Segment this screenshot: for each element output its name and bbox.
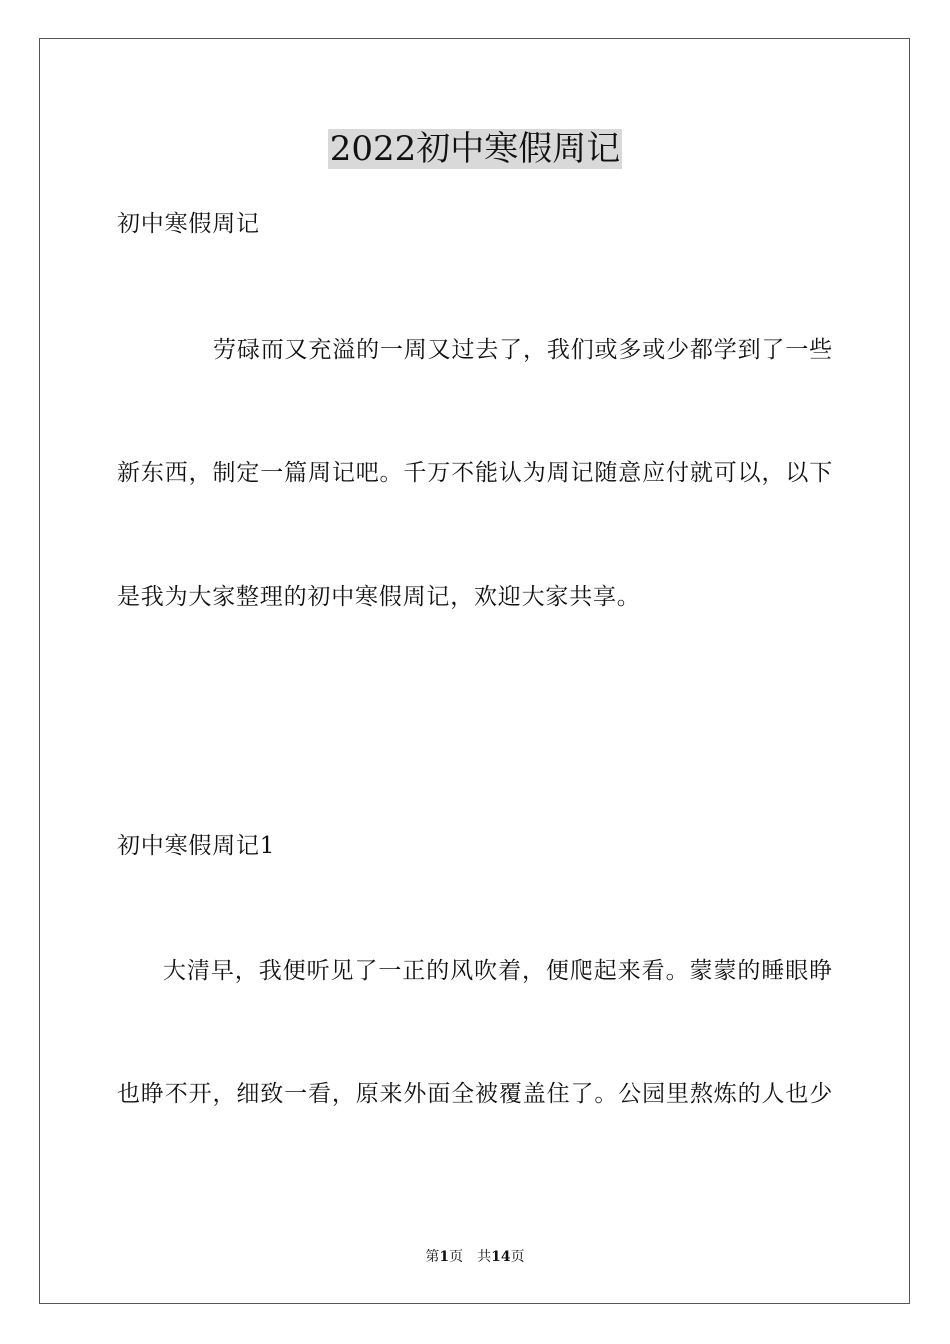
footer-mid: 页 共: [449, 1249, 492, 1265]
footer-suffix: 页: [510, 1249, 525, 1265]
document-title: [0, 127, 950, 171]
footer-total-pages: 14: [491, 1249, 511, 1265]
section-heading: 初中寒假周记1: [117, 833, 276, 859]
footer-prefix: 第: [425, 1249, 440, 1265]
footer-current-page: 1: [439, 1249, 450, 1265]
page-footer: [0, 1247, 950, 1267]
document-subtitle: 初中寒假周记: [117, 211, 260, 237]
section-line-2: 也睁不开，细致一看，原来外面全被覆盖住了。公园里熬炼的人也少: [117, 1081, 833, 1107]
document-title-text: 2022初中寒假周记: [329, 129, 621, 169]
section-line-1: 大清早，我便听见了一正的风吹着，便爬起来看。蒙蒙的睡眼睁: [163, 958, 833, 984]
intro-line-3: 是我为大家整理的初中寒假周记，欢迎大家共享。: [117, 584, 641, 610]
intro-line-2: 新东西，制定一篇周记吧。千万不能认为周记随意应付就可以，以下: [117, 460, 833, 486]
intro-line-1: 劳碌而又充溢的一周又过去了，我们或多或少都学到了一些: [213, 337, 833, 363]
